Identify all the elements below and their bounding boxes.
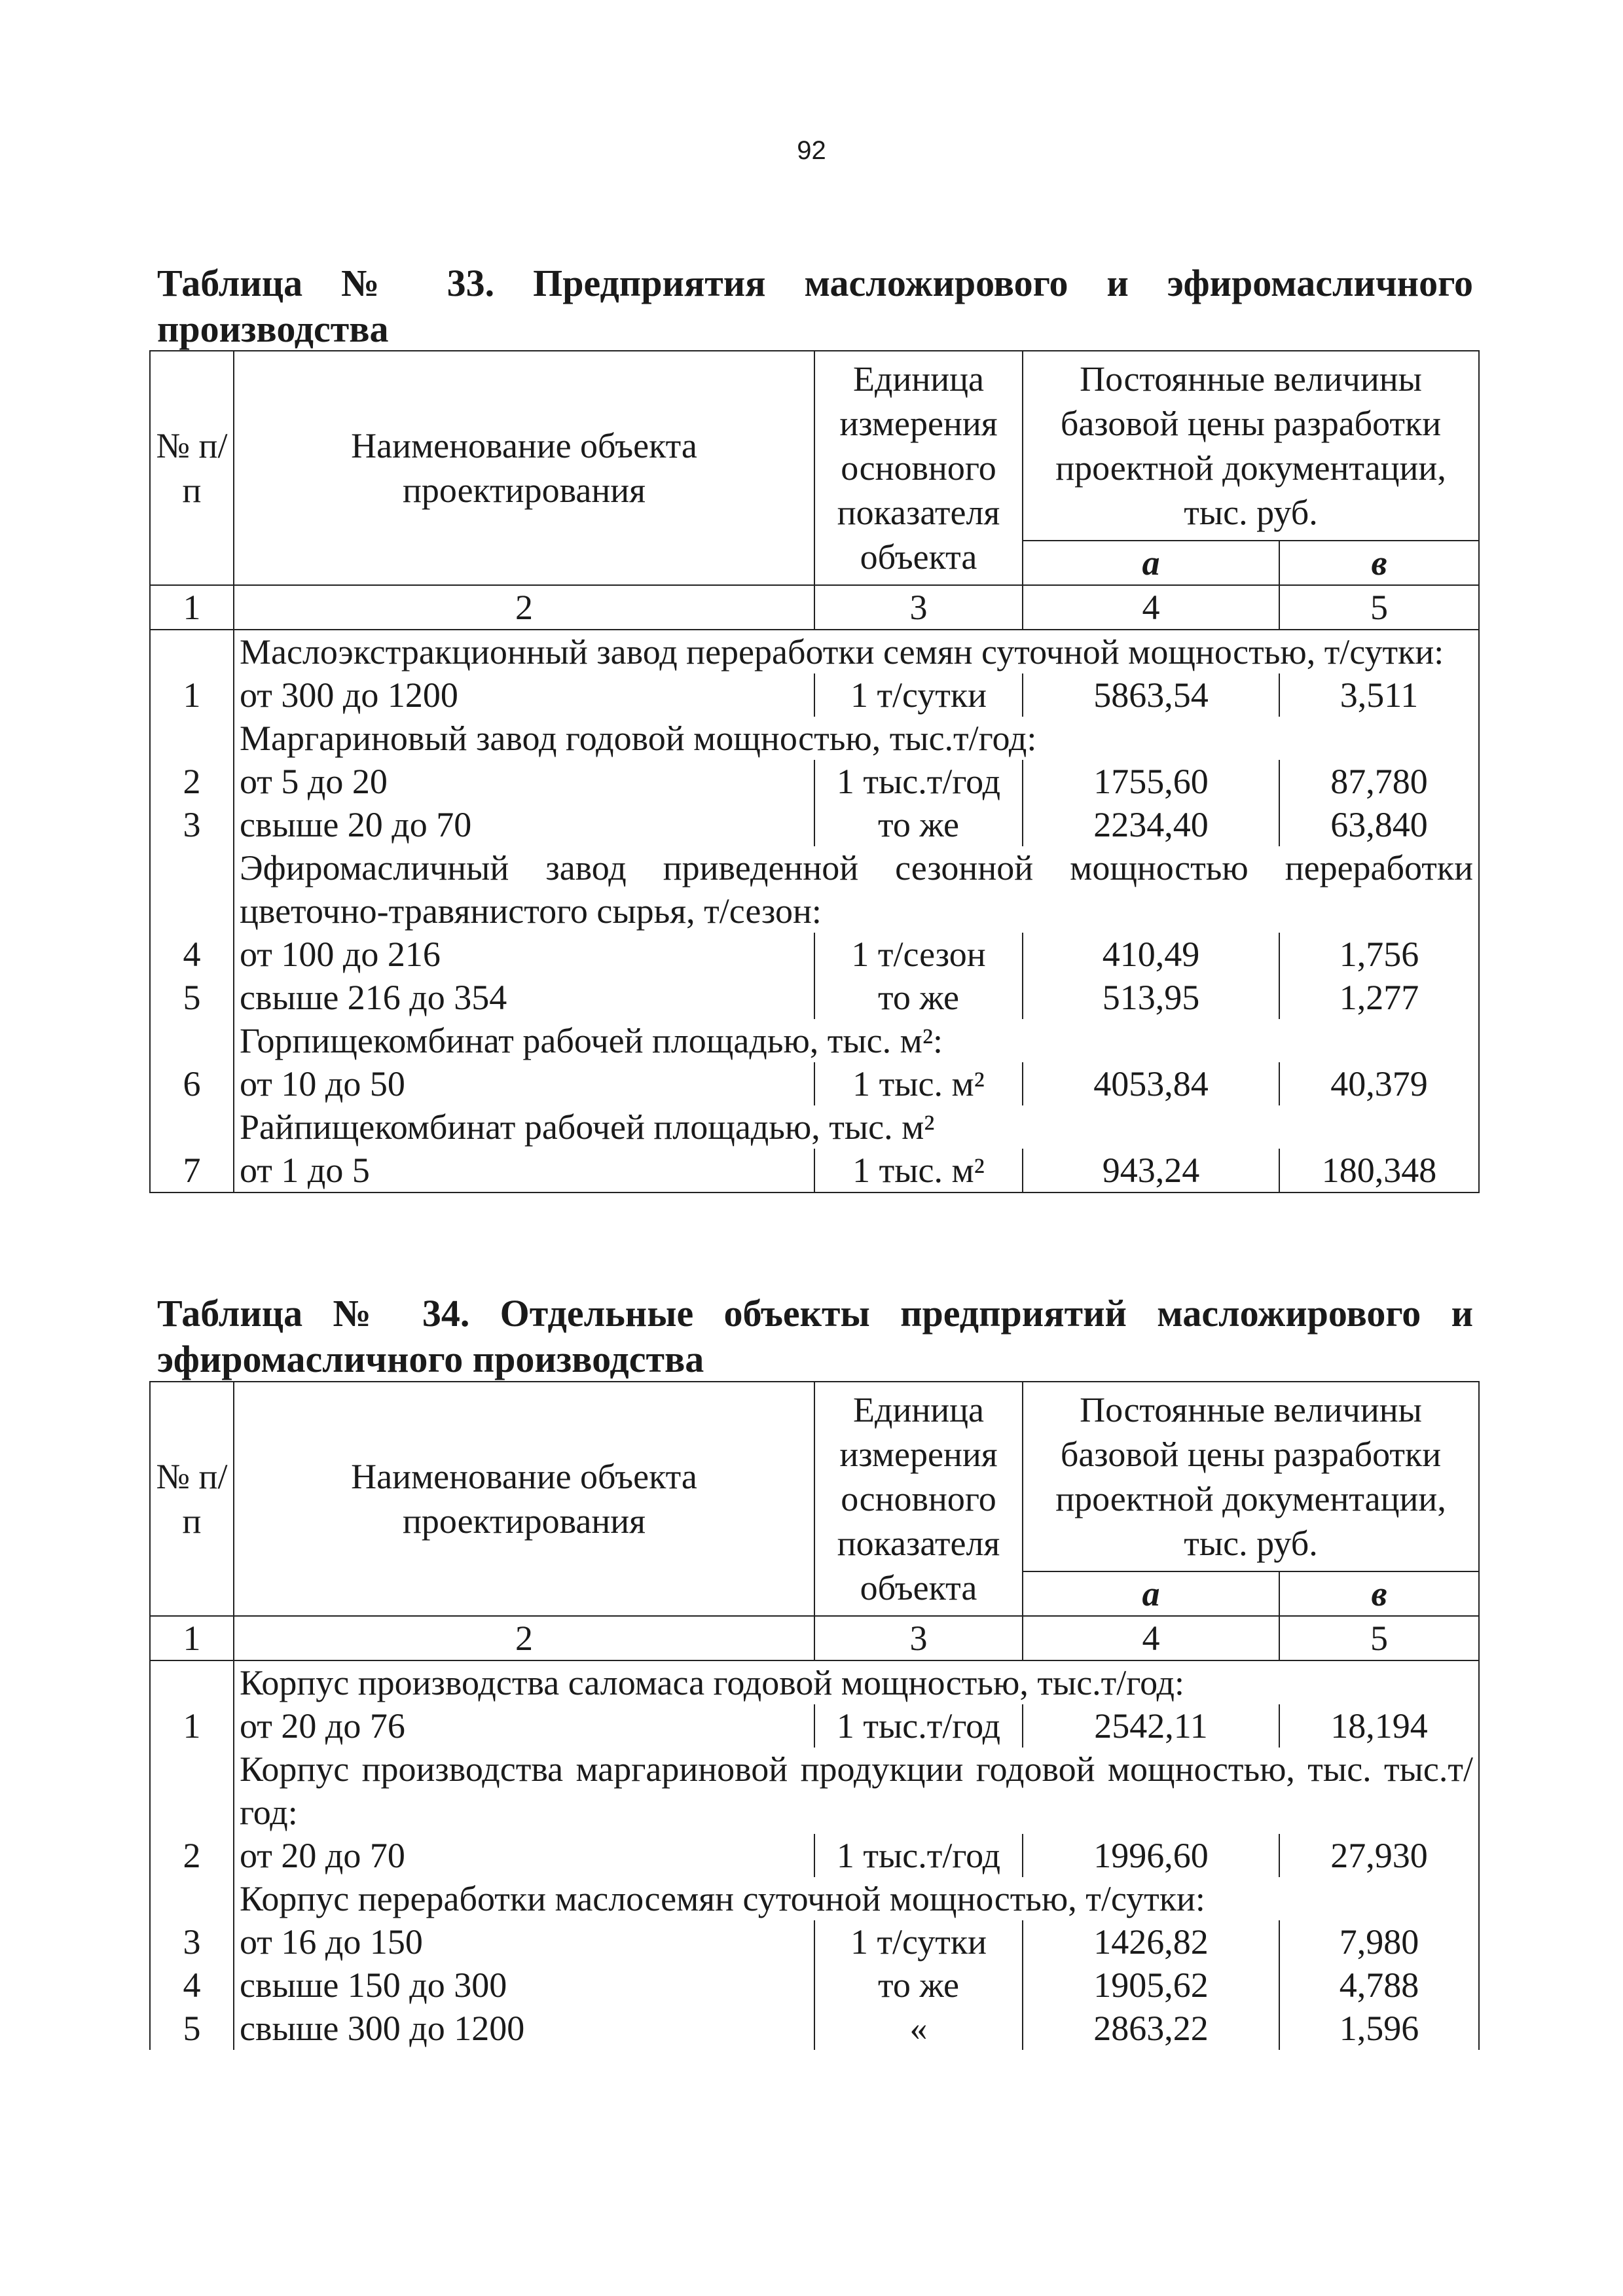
row-num: 6 — [150, 1062, 234, 1105]
row-num: 4 — [150, 1964, 234, 2007]
row-a: 513,95 — [1023, 976, 1279, 1019]
col-number: 1 — [150, 1616, 234, 1660]
row-name: свыше 216 до 354 — [234, 976, 814, 1019]
col-number: 4 — [1023, 585, 1279, 630]
row-a: 943,24 — [1023, 1149, 1279, 1193]
table33-caption: Таблица № 33. Предприятия масложирового и эфиромасличного производства — [157, 262, 1473, 350]
header-b: в — [1279, 541, 1479, 585]
table-row — [150, 1062, 1479, 1105]
row-a: 1426,82 — [1023, 1920, 1279, 1964]
col-number: 5 — [1279, 1616, 1479, 1660]
row-unit: 1 тыс.т/год — [814, 1704, 1023, 1748]
header-b: в — [1279, 1571, 1479, 1616]
row-name: от 100 до 216 — [234, 933, 814, 976]
table-row — [150, 803, 1479, 846]
row-unit: то же — [814, 803, 1023, 846]
row-num: 5 — [150, 976, 234, 1019]
table-row — [150, 673, 1479, 717]
row-a: 1905,62 — [1023, 1964, 1279, 2007]
row-num: 2 — [150, 1834, 234, 1877]
row-name: от 16 до 150 — [234, 1920, 814, 1964]
row-unit: « — [814, 2007, 1023, 2050]
group-heading: Корпус производства саломаса годовой мощностью, тыс.т/год: — [234, 1660, 1479, 1704]
row-num: 5 — [150, 2007, 234, 2050]
header-a: а — [1023, 1571, 1279, 1616]
table-row — [150, 1964, 1479, 2007]
col-number: 2 — [234, 585, 814, 630]
table-row — [150, 1149, 1479, 1193]
col-number: 3 — [814, 585, 1023, 630]
group-heading: Корпус производства маргариновой продукции годовой мощностью, тыс. тыс.т/год: — [234, 1748, 1479, 1834]
header-name: Наименование объекта проектирования — [234, 351, 814, 585]
row-b: 1,756 — [1279, 933, 1479, 976]
group-heading: Райпищекомбинат рабочей площадью, тыс. м² — [234, 1105, 1479, 1149]
row-unit: то же — [814, 976, 1023, 1019]
row-num: 3 — [150, 1920, 234, 1964]
header-a: а — [1023, 541, 1279, 585]
row-name: свыше 150 до 300 — [234, 1964, 814, 2007]
row-b: 18,194 — [1279, 1704, 1479, 1748]
table-row — [150, 976, 1479, 1019]
table-row — [150, 1834, 1479, 1877]
row-num: 7 — [150, 1149, 234, 1193]
row-name: от 300 до 1200 — [234, 673, 814, 717]
row-a: 2234,40 — [1023, 803, 1279, 846]
row-b: 40,379 — [1279, 1062, 1479, 1105]
table-row — [150, 1920, 1479, 1964]
row-unit: 1 тыс. м² — [814, 1149, 1023, 1193]
row-b: 3,511 — [1279, 673, 1479, 717]
header-price: Постоянные величины базовой цены разработки проектной документации, тыс. руб. — [1023, 1382, 1479, 1571]
row-unit: 1 т/сутки — [814, 1920, 1023, 1964]
row-a: 2542,11 — [1023, 1704, 1279, 1748]
table-row — [150, 1704, 1479, 1748]
row-name: от 20 до 76 — [234, 1704, 814, 1748]
header-price: Постоянные величины базовой цены разработки проектной документации, тыс. руб. — [1023, 351, 1479, 541]
group-heading: Маргариновый завод годовой мощностью, тыс.т/год: — [234, 717, 1479, 760]
row-num: 1 — [150, 673, 234, 717]
col-number: 3 — [814, 1616, 1023, 1660]
row-unit: 1 тыс. м² — [814, 1062, 1023, 1105]
table34 — [149, 1381, 1480, 2050]
group-heading: Горпищекомбинат рабочей площадью, тыс. м²: — [234, 1019, 1479, 1062]
header-num: № п/п — [150, 351, 234, 585]
header-num: № п/п — [150, 1382, 234, 1616]
row-a: 1996,60 — [1023, 1834, 1279, 1877]
header-name: Наименование объекта проектирования — [234, 1382, 814, 1616]
row-b: 1,596 — [1279, 2007, 1479, 2050]
row-unit: то же — [814, 1964, 1023, 2007]
row-name: от 1 до 5 — [234, 1149, 814, 1193]
table33 — [149, 350, 1480, 1193]
col-number: 2 — [234, 1616, 814, 1660]
row-a: 1755,60 — [1023, 760, 1279, 803]
row-b: 7,980 — [1279, 1920, 1479, 1964]
row-b: 63,840 — [1279, 803, 1479, 846]
row-b: 180,348 — [1279, 1149, 1479, 1193]
row-b: 27,930 — [1279, 1834, 1479, 1877]
col-number: 5 — [1279, 585, 1479, 630]
row-unit: 1 тыс.т/год — [814, 1834, 1023, 1877]
row-b: 1,277 — [1279, 976, 1479, 1019]
table34-caption: Таблица № 34. Отдельные объекты предприятий масложирового и эфиромасличного производства — [157, 1292, 1473, 1380]
group-heading: Эфиромасличный завод приведенной сезонной мощностью переработки цветочно-травянистого сырья, т/сезон: — [234, 846, 1479, 933]
row-name: от 5 до 20 — [234, 760, 814, 803]
page-number: 92 — [797, 136, 826, 165]
row-unit: 1 тыс.т/год — [814, 760, 1023, 803]
table-row — [150, 760, 1479, 803]
row-num: 4 — [150, 933, 234, 976]
row-num: 3 — [150, 803, 234, 846]
col-number: 4 — [1023, 1616, 1279, 1660]
row-b: 87,780 — [1279, 760, 1479, 803]
row-a: 2863,22 — [1023, 2007, 1279, 2050]
row-name: от 10 до 50 — [234, 1062, 814, 1105]
col-number: 1 — [150, 585, 234, 630]
row-num: 1 — [150, 1704, 234, 1748]
table-row — [150, 933, 1479, 976]
row-num: 2 — [150, 760, 234, 803]
row-name: от 20 до 70 — [234, 1834, 814, 1877]
table-row — [150, 2007, 1479, 2050]
header-unit: Единица измерения основного показателя объекта — [814, 1382, 1023, 1616]
header-unit: Единица измерения основного показателя объекта — [814, 351, 1023, 585]
row-name: свыше 20 до 70 — [234, 803, 814, 846]
row-unit: 1 т/сутки — [814, 673, 1023, 717]
group-heading: Корпус переработки маслосемян суточной мощностью, т/сутки: — [234, 1877, 1479, 1920]
row-a: 5863,54 — [1023, 673, 1279, 717]
row-a: 4053,84 — [1023, 1062, 1279, 1105]
row-unit: 1 т/сезон — [814, 933, 1023, 976]
group-heading: Маслоэкстракционный завод переработки семян суточной мощностью, т/сутки: — [234, 630, 1479, 673]
row-b: 4,788 — [1279, 1964, 1479, 2007]
row-a: 410,49 — [1023, 933, 1279, 976]
row-name: свыше 300 до 1200 — [234, 2007, 814, 2050]
